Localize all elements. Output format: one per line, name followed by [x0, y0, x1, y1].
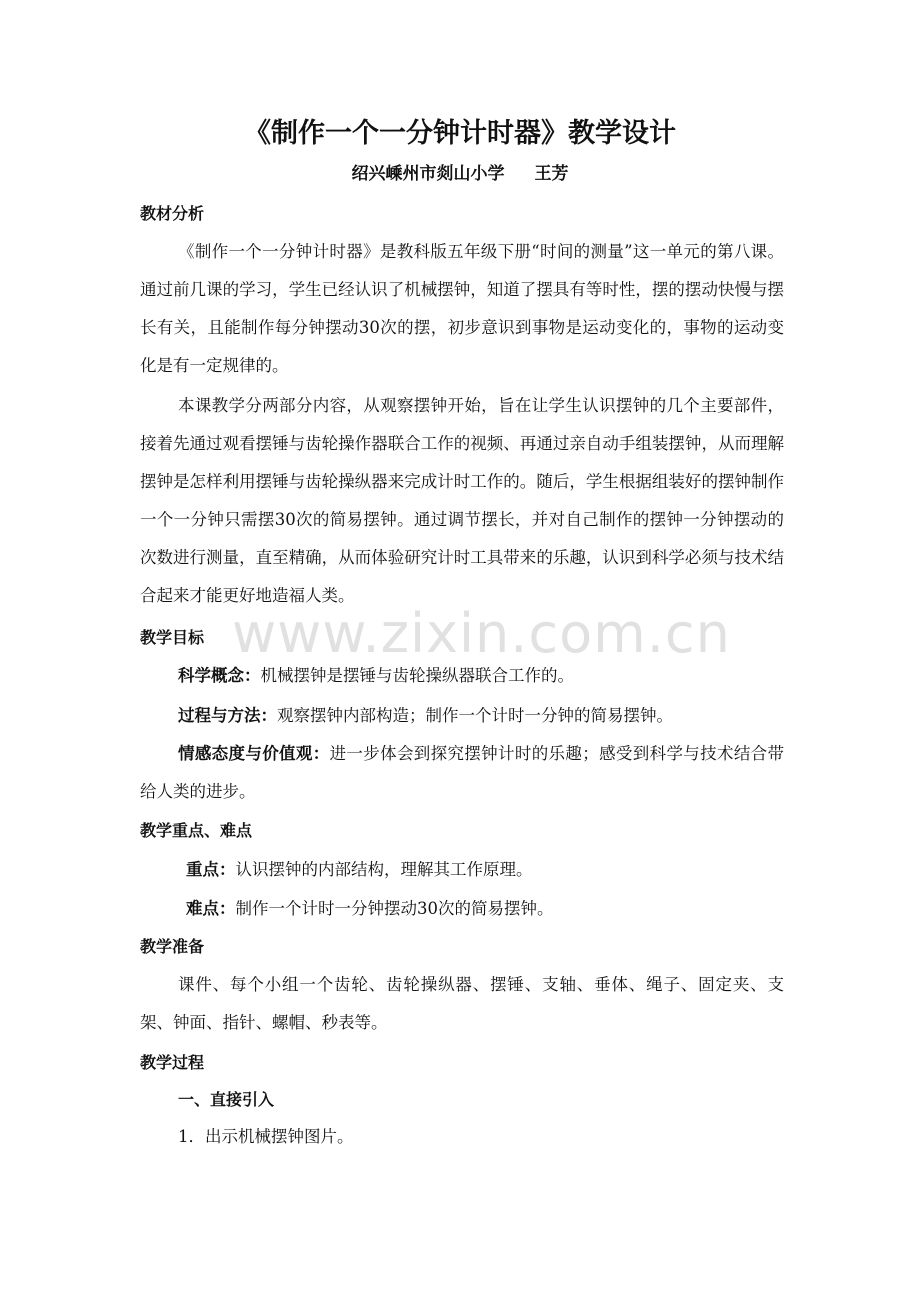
objective-process: [140, 697, 784, 735]
keypoint-focus: [140, 851, 784, 889]
objective-text: 观察摆钟内部构造；制作一个计时一分钟的简易摆钟。: [277, 706, 673, 725]
process-item-1: 1．出示机械摆钟图片。: [178, 1127, 354, 1146]
preparation-text: 课件、每个小组一个齿轮、齿轮操纵器、摆锤、支轴、垂体、绳子、固定夹、支架、钟面、指针、螺帽、秒表等。: [140, 975, 784, 1032]
process-step-1: 一、直接引入: [178, 1090, 275, 1109]
objective-label: 科学概念：: [178, 666, 261, 685]
keypoint-label: 重点：: [186, 860, 236, 879]
keypoint-label: 难点：: [186, 899, 236, 918]
section-heading: 教学重点、难点: [140, 821, 253, 840]
keypoint-text: 认识摆钟的内部结构，理解其工作原理。: [235, 860, 533, 879]
analysis-paragraph-2: 本课教学分两部分内容，从观察摆钟开始，旨在让学生认识摆钟的几个主要部件，接着先通过观看摆锤与齿轮操作器联合工作的视频、再通过亲自动手组装摆钟，从而理解摆钟是怎样利用摆锤与齿轮操纵器来完成计时工作的。随后，学生根据组装好的摆钟制作一个一分钟只需摆30次的简易摆钟。通过调节摆长，并对自己制作的摆钟一分钟摆动的次数进行测量，直至精确，从而体验研究计时工具带来的乐趣，认识到科学必须与技术结合起来才能更好地造福人类。: [140, 396, 784, 605]
objective-label: 情感态度与价值观：: [178, 744, 330, 763]
objective-science: [140, 657, 784, 695]
section-objectives: [140, 623, 784, 653]
objective-emotion: [140, 735, 784, 811]
keypoint-difficulty: [140, 890, 784, 928]
keypoint-text: 制作一个计时一分钟摆动30次的简易摆钟。: [235, 899, 554, 918]
section-heading: 教材分析: [140, 204, 205, 223]
section-heading: 教学过程: [140, 1053, 205, 1072]
section-heading: 教学准备: [140, 937, 205, 956]
objective-text: 进一步体会到探究摆钟计时的乐趣；感受到科学与技术结合带给人类的进步。: [140, 744, 785, 801]
document-title: 《制作一个一分钟计时器》教学设计: [244, 118, 676, 149]
school-name: 绍兴嵊州市剡山小学: [351, 164, 505, 184]
watermark: www.zixin.com.cn: [232, 602, 731, 665]
section-keypoints: [140, 816, 784, 846]
analysis-paragraph-1: 《制作一个一分钟计时器》是教科版五年级下册“时间的测量”这一单元的第八课。通过前几课的学习，学生已经认识了机械摆钟，知道了摆具有等时性，摆的摆动快慢与摆长有关，且能制作每分钟摆动30次的摆，初步意识到事物是运动变化的，事物的运动变化是有一定规律的。: [140, 242, 784, 375]
objective-text: 机械摆钟是摆锤与齿轮操纵器联合工作的。: [260, 666, 574, 685]
section-heading: 教学目标: [140, 628, 205, 647]
section-analysis: [140, 199, 784, 229]
section-process: [140, 1048, 784, 1078]
byline: [0, 160, 920, 188]
objective-label: 过程与方法：: [178, 706, 277, 725]
author-name: 王芳: [534, 164, 569, 184]
section-preparation: [140, 932, 784, 962]
